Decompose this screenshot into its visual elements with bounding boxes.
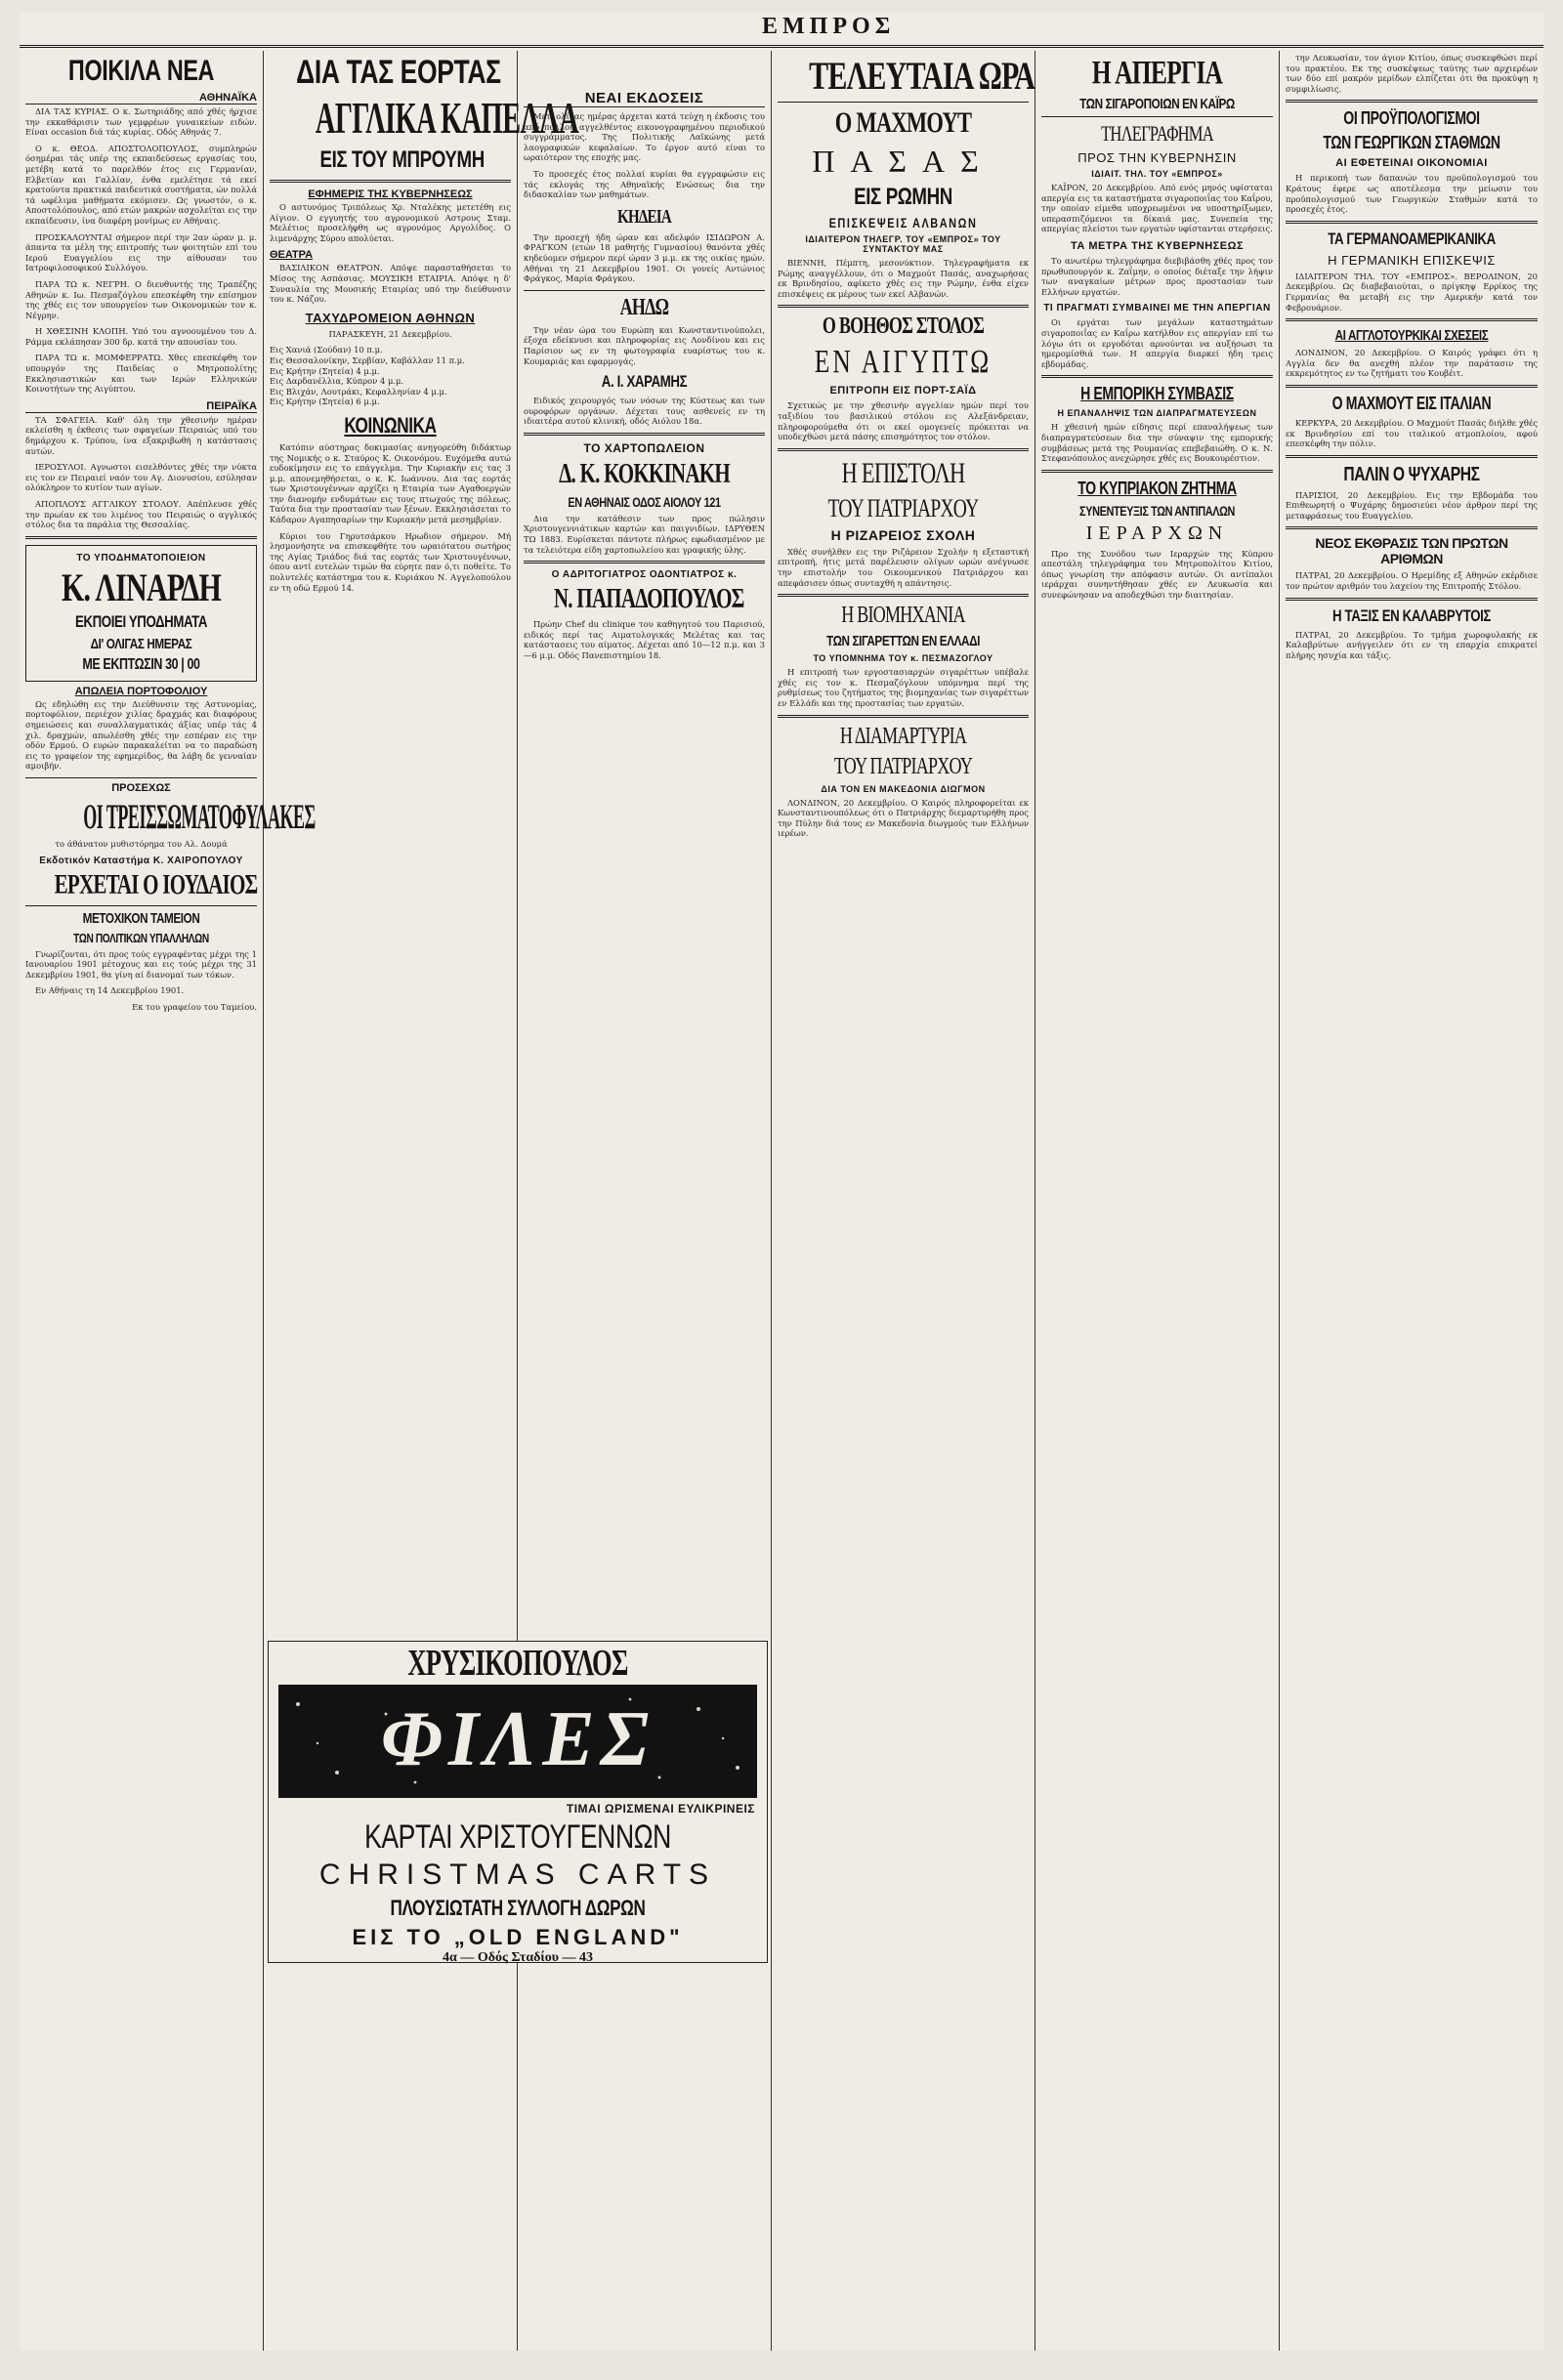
headline: ΤΕΛΕΥΤΑΙΑ ΩΡΑ — [809, 54, 1035, 98]
funeral-heading: ΚΗΔΕΙΑ — [617, 205, 671, 228]
fund-title: ΜΕΤΟΧΙΚΟΝ ΤΑΜΕΙΟΝ — [82, 909, 200, 927]
ad-line: ΜΕ ΕΚΠΤΩΣΙΝ 30 | 00 — [82, 655, 200, 673]
article-text: Η χθεσινή ημών είδησις περί επαναλήψεως των διαπραγματεύσεων δια την σύναψιν της εμπορικής συμβάσεως μετά της Ρουμανίας επεβεβαιώθη. Ο κ. Ν. Στεφανόπουλος ανεχώρησε χθές εις Βουκουρέστιον. — [1041, 422, 1273, 464]
post-line: Εις Δαρδανέλλια, Κύπρον 4 μ.μ. — [270, 376, 404, 387]
post-line: Εις Βλιχάν, Λουτράκι, Κεφαλληνίαν 4 μ.μ. — [270, 386, 447, 397]
social-text: Κατόπιν αύστηρας δοκιμασίας ανηγορεύθη διδάκτωρ της Νομικής ο κ. Σταύρος Κ. Οικονόμου. Ευχόμεθα αυτώ ευδοκίμησιν εις το επάγγελμα. Την Κυριακήν εις τας 3 μ.μ. απονεμηθήσεται, ο κ. Κ. Ιωάννου. Δια τας εορτάς των Χριστουγέννων αρχίζει η Εταιρία των Αγαθοεργών την διανομήν ενδυμάτων εις τους πτωχούς της πόλεως. Ταύτα δια την προστασίαν των ξένων. Εκκλησιάσεται το Κάδαρον Αγαπησαρίων την Κυριακήν μετά μεσημβρίαν. — [270, 441, 511, 525]
ad-publisher: Εκδοτικόν Καταστήμα Κ. ΧΑΙΡΟΠΟΥΛΟΥ — [39, 855, 243, 866]
trade-head-2: Η ΕΠΑΝΑΛΗΨΙΣ ΤΩΝ ΔΙΑΠΡΑΓΜΑΤΕΥΣΕΩΝ — [1057, 408, 1257, 419]
shoe-ad — [25, 545, 257, 682]
wire-label: ΙΔΙΑΙΤ. ΤΗΛ. ΤΟΥ «ΕΜΠΡΟΣ» — [1091, 169, 1223, 179]
dentist-label: Ο ΑΔΡΙΤΟΓΙΑΤΡΟΣ ΟΔΟΝΤΙΑΤΡΟΣ κ. — [551, 569, 738, 581]
notice-text: Την νέαν ώρα του Ευρώπη και Κωνσταντινούπολει, έξοχα εδείκνυσι και πληροφορίας εις Λονδίνου και εις Παρίσιον ως εν τη φωτογραφία ευαρίστως του κ. Κουμαριάς και εφαρμογάς. — [524, 324, 765, 366]
strike-head-2: ΤΩΝ ΣΙΓΑΡΟΠΟΙΩΝ ΕΝ ΚΑΪΡΩ — [1079, 96, 1235, 112]
ad-sub: το άθάνατον μυθιστόρημα του Αλ. Δουμά — [55, 838, 228, 849]
fund-date: Εν Αθήναις τη 14 Δεκεμβρίου 1901. — [35, 985, 185, 996]
article-text: Το ανωτέρω τηλεγράφημα διεβιβάσθη χθές προς τον πρωθυπουργόν κ. Ζαΐμην, ο οποίος διέταξε την λήψιν των αναγκαίων μέτρων προς προστασίαν των Ελλήνων εργατών. — [1041, 255, 1273, 297]
article-text: ΛΟΝΔΙΝΟΝ, 20 Δεκεμβρίου. Ο Καιρός πληροφορείται εκ Κωνσταντινουπόλεως ότι ο Πατριάρχης διεμαρτυρήθη προς την Πύλην διά τους εν Μακεδονία διωγμούς των Ελλήνων ιερέων. — [778, 797, 1029, 839]
protest-head-3: ΔΙΑ ΤΟΝ ΕΝ ΜΑΚΕΔΟΝΙΑ ΔΙΩΓΜΟΝ — [821, 783, 986, 794]
prosexos-label: ΠΡΟΣΕΧΩΣ — [111, 781, 171, 794]
store-text: Δια την κατάθεσιν των προς πώλησιν Χριστουγεννιάτικων καρτών και παιγνιδίων. ΙΔΡΥΘΕΝ ΤΩ 1883. Ευρίσκεται πάντοτε πλήρως εφωδιασμένον με τα τελειότερα είδη χαρτοπωλείου και γραφικής ύλης. — [524, 513, 765, 555]
ad-cards: ΚΑΡΤΑΙ ΧΡΙΣΤΟΥΓΕΝΝΩΝ — [364, 1818, 671, 1856]
masthead — [20, 12, 1543, 48]
ad-name: Κ. ΛΙΝΑΡΔΗ — [61, 564, 222, 609]
hats-head-2: ΑΓΓΛΙΚΑ ΚΑΠΕΛΛΑ — [315, 93, 579, 143]
gazette-text: Ο αστυνόμος Τριπόλεως Χρ. Νταλέκης μετετέθη εις Αίγιον. Ο εγγυητής του αγρονομικού Αστρους Σταμ. Μελέτιος προσελήφθη ως αγρονόμος Αργολίδος. Ο λιμενάρχης Σύρου απολύεται. — [270, 202, 511, 243]
article-text: Η περικοπή των δαπανών του προϋπολογισμού του Κράτους έφερε ως αποτέλεσμα την μείωσιν του προϋπολογισμού των Γεωργικών Σταθμών κατά το προσεχές έτος. — [1286, 173, 1538, 215]
masthead-title: ΕΜΠΡΟΣ — [762, 14, 896, 39]
news-item: ΠΑΡΑ ΤΩ κ. ΜΟΜΦΕΡΡΑΤΩ. Χθες επεσκέφθη τον υπουργόν της Παιδείας ο Μητροπολίτης Εκκλησιαστικών και των Ιερών Ελληνικών Κοινοτήτων της Αιγύπτου. — [25, 353, 257, 395]
post-line: Εις Θεσσαλονίκην, Σερβίαν, Καβάλλαν 11 π.μ. — [270, 355, 465, 365]
column-2 — [264, 51, 579, 2351]
protest-head-2: ΤΟΥ ΠΑΤΡΙΑΡΧΟΥ — [833, 753, 973, 779]
fleet-head-2: ΕΝ ΑΙΓΥΠΤΩ — [814, 344, 993, 381]
article-text: ΠΑΤΡΑΙ, 20 Δεκεμβρίου. Ο Ηρεμίδης εξ Αθηνών εκέρδισε τον πρώτον αριθμόν του λαχείου της Επιτροπής Στόλου. — [1286, 570, 1538, 592]
lottery-head: ΝΕΟΣ ΕΚΘΡΑΣΙΣ ΤΩΝ ΠΡΩΤΩΝ ΑΡΙΘΜΩΝ — [1315, 535, 1508, 567]
post-date: ΠΑΡΑΣΚΕΥΗ, 21 Δεκεμβρίου. — [328, 328, 452, 339]
budget-head-2: ΤΩΝ ΓΕΩΡΓΙΚΩΝ ΣΤΑΘΜΩΝ — [1323, 133, 1500, 153]
news-item: ΠΑΡΑ ΤΩ κ. ΝΕΓΡΗ. Ο διευθυντής της Τραπέζης Αθηνών κ. Ιω. Πεσμαζόγλου επεσκέφθη την επίσημον της χθές εις τον υπουργείον των Οικονομικών τον κ. Νέγρην. — [25, 278, 257, 320]
mahmut-head: Ο ΜΑΧΜΟΥΤ — [834, 106, 972, 139]
cyprus-head-3: ΙΕΡΑΡΧΩΝ — [1085, 522, 1229, 544]
industry-head-2: ΤΩΝ ΣΙΓΑΡΕΤΤΩΝ ΕΝ ΕΛΛΑΔΙ — [826, 633, 980, 650]
article-text: ΛΟΝΔΙΝΟΝ, 20 Δεκεμβρίου. Ο Καιρός γράφει ότι η Αγγλία δεν θα ανεχθή πλέον την παράτασιν της εκκρεμότητος εν τω ζητήματι του Κουβέιτ. — [1286, 348, 1538, 379]
ad-big-title: ΟΙ ΤΡΕΙΣΣΩΜΑΤΟΦΥΛΑΚΕΣ — [83, 796, 316, 836]
lost-text: Ως εδηλώθη εις την Διεύθυνσιν της Αστυνομίας, πορτοφόλιον, περιέχον χιλίας δραχμάς και διαφόρους σημειώσεις και συναλλαγματικάς άξίας υπέρ τάς 4 χιλ. δραχμών, απωλέσθη χθές την εσπέραν εις την οδόν Ερμού. Ο ευρών παρακαλείται να το παραδώση εις το γραφείον της εφημερίδος, θα λάβη δε γενναίαν αμοιβήν. — [25, 698, 257, 772]
ad-address: 4α — Οδός Σταδίου — 43 — [443, 1950, 593, 1965]
protest-head-1: Η ΔΙΑΜΑΡΤΥΡΙΑ — [839, 723, 967, 749]
column-5 — [1035, 51, 1280, 2351]
fund-text: Γνωρίζονται, ότι προς τούς εγγραφέντας μέχρι της 1 Ιανουαρίου 1901 μέτοχους και εις τούς μέχρι της 31 Δεκεμβρίου 1901, θα γίνη αί διανομαί των τόκων. — [25, 948, 257, 980]
strike-head-3: ΤΗΛΕΓΡΑΦΗΜΑ — [1101, 121, 1213, 146]
post-line: Εις Κρήτην (Σητεία) 6 μ.μ. — [270, 397, 380, 407]
newpubs-heading: ΝΕΑΙ ΕΚΔΟΣΕΙΣ — [524, 90, 765, 107]
anglo-head: ΑΙ ΑΓΓΛΟΤΟΥΡΚΙΚΑΙ ΣΧΕΣΕΙΣ — [1334, 327, 1489, 345]
column-4 — [772, 51, 1035, 2351]
article-text: Προ της Συνόδου των Ιεραρχών της Κύπρου απεστάλη τηλεγράφημα του Μητροπολίτου Κιτίου, όπως γνωρίση την απόφασιν αυτών. Οι αντίπαλοι ιεράρχαι συνηντήθησαν χθές εν Λευκωσία και συνεφώνησαν να αποδεχθώσι την διαιτησίαν. — [1041, 548, 1273, 601]
hats-head-3: ΕΙΣ ΤΟΥ ΜΠΡΟΥΜΗ — [319, 146, 485, 173]
christmas-ad — [268, 1641, 768, 1963]
ladies-text: Το προσεχές έτος πολλαί κυρίαι θα εγγραφώσιν εις τάς εκλογάς της Αθηναϊκής Ενώσεως δια την διδασκαλίαν των μαθημάτων. — [524, 168, 765, 200]
post-heading: ΤΑΧΥΔΡΟΜΕΙΟΝ ΑΘΗΝΩΝ — [305, 310, 476, 325]
funeral-text: Την προσεχή ήδη ώραν και αδελφόν ΙΣΙΔΩΡΟΝ Α. ΦΡΑΓΚΟΝ (ετών 18 μαθητής Γυμνασίου) θανόντα χθές κηδεύομεν σήμερον περί ώραν 3 μ.μ. εκ της οικίας ημών. Αθήναι τη 21 Δεκεμβρίου 1901. Οι γονείς Αντώνιος Φράγκος, Μαρία Φράγκου. — [524, 231, 765, 284]
ad-title: ΕΡΧΕΤΑΙ Ο ΙΟΥΔΑΙΟΣ — [54, 869, 258, 900]
hats-head-1: ΔΙΑ ΤΑΣ ΕΟΡΤΑΣ — [296, 54, 501, 91]
trade-head-1: Η ΕΜΠΟΡΙΚΗ ΣΥΜΒΑΣΙΣ — [1080, 384, 1234, 404]
city-label: ΑΘΗΝΑΪΚΑ — [25, 92, 257, 104]
budget-head-1: ΟΙ ΠΡΟΫΠΟΛΟΓΙΣΜΟΙ — [1343, 108, 1480, 129]
fleet-head-1: Ο ΒΟΗΘΟΣ ΣΤΟΛΟΣ — [822, 313, 985, 340]
dentist-text: Πρώην Chef du clinique του καθηγητού του Παρισιού, ειδικός περί τας Αιματολογικάς Μελέτας και τας κατάστασεις του αίματος. Δέχεται από 10—12 π.μ. και 3—6 μ.μ. Οδός Πανεπιστημίου 18. — [524, 619, 765, 661]
patriarch-head-1: Η ΕΠΙΣΤΟΛΗ — [841, 456, 965, 489]
ad-shop: ΧΡΥΣΙΚΟΠΟΥΛΟΣ — [407, 1643, 628, 1684]
pasas-head: ΠΑΣΑΣ — [812, 144, 994, 179]
piraeus-label: ΠΕΙΡΑΪΚΑ — [25, 400, 257, 413]
news-item: ΙΕΡΟΣΥΛΟΙ. Αγνωστοι εισελθόντες χθές την νύκτα εις τον εν Πειραιεί ναόν του Αγ. Διονυσίου, εσύλησαν ολόκληρον το κυτίον των αγίων. — [25, 462, 257, 493]
article-text: Η επιτροπή των εργοστασιαρχών σιγαρέττων υπέβαλε χθές εις τον κ. Πεσμαζόγλουν υπόμνημα περί της ρυθμίσεως του ζητήματος της βιομηχανίας των σιγαρέττων εν Ελλάδι και της προστασίας των εργατών. — [778, 667, 1029, 708]
article-text: ΠΑΤΡΑΙ, 20 Δεκεμβρίου. Το τμήμα χωροφυλακής εκ Καλαβρύτων ανήγγειλεν ότι εν τη επαρχία επικρατεί πλήρης ησυχία και τάξις. — [1286, 629, 1538, 660]
ad-prices: ΤΙΜΑΙ ΩΡΙΣΜΕΝΑΙ ΕΥΛΙΚΡΙΝΕΙΣ — [566, 1802, 755, 1816]
patriarch-head-2: ΤΟΥ ΠΑΤΡΙΑΡΧΟΥ — [827, 493, 979, 522]
german-head-1: ΤΑ ΓΕΡΜΑΝΟΑΜΕΡΙΚΑΝΙΚΑ — [1328, 229, 1496, 248]
social-heading: ΚΟΙΝΩΝΙΚΑ — [344, 412, 437, 438]
ad-banner — [278, 1685, 757, 1798]
store-address: ΕΝ ΑΘΗΝΑΙΣ ΟΔΟΣ ΑΙΟΛΟΥ 121 — [568, 493, 721, 510]
dentist-name: Ν. ΠΑΠΑΔΟΠΟΥΛΟΣ — [553, 584, 744, 615]
industry-head-3: ΤΟ ΥΠΟΜΝΗΜΑ ΤΟΥ κ. ΠΕΣΜΑΖΟΓΛΟΥ — [813, 653, 993, 664]
article-text: ΚΕΡΚΥΡΑ, 20 Δεκεμβρίου. Ο Μαχμούτ Πασάς διήλθε χθές εκ Βρινδησίου επί του ιταλικού ατμοπλοίου, αφού επεσκέφθη την πόλιν. — [1286, 417, 1538, 449]
article-text: ΚΑΪΡΟΝ, 20 Δεκεμβρίου. Από ενός μηνός υφίσταται απεργία εις τα καταστήματα σιγαροποιΐας του Καΐρου, την οποίαν είμεθα υποχρεωμένοι να υποστηρίξωμεν, υπερασπιζόμενοι τα δίκαιά μας. Συνεπεία της απεργίας πλείστοι των εργατών υφίστανται στερήσεις. — [1041, 183, 1273, 234]
patriarch-head-3: Η ΡΙΖΑΡΕΙΟΣ ΣΧΟΛΗ — [830, 526, 976, 543]
newspaper-page — [20, 12, 1543, 2351]
fund-sign: Εκ του γραφείου του Ταμείου. — [132, 1001, 257, 1012]
doctor-text: Ειδικός χειρουργός των νόσων της Κύστεως και των ουροφόρων οργάνων. Δέχεται τους ασθενείς εν τη ιδιαιτέρα αυτού κλινική, οδός Αιόλου 18α. — [524, 396, 765, 427]
post-line: Εις Κρήτην (Σητεία) 4 μ.μ. — [270, 365, 380, 376]
ad-english: CHRISTMAS CARTS — [318, 1858, 717, 1891]
kalavryta-head: Η ΤΑΞΙΣ ΕΝ ΚΑΛΑΒΡΥΤΟΙΣ — [1332, 605, 1491, 625]
wire-label: ΙΔΙΑΙΤΕΡΟΝ ΤΗΛΕΓΡ. ΤΟΥ «ΕΜΠΡΟΣ» ΤΟΥ ΣΥΝΤΑΚΤΟΥ ΜΑΣ — [805, 234, 1001, 254]
german-head-2: Η ΓΕΡΜΑΝΙΚΗ ΕΠΙΣΚΕΨΙΣ — [1328, 252, 1496, 268]
article-text: Σχετικώς με την χθεσινήν αγγελίαν ημών περί του ταξιδίου του βασιλικού στόλου εις Αλεξάνδρειαν, πληροφορούμεθα ότι οι εκεί ομογενείς πρόκειται να υποδεχθώσι μετά πάσης επισημότητος τον στόλον. — [778, 400, 1029, 442]
article-text: ΙΔΙΑΙΤΕΡΟΝ ΤΗΛ. ΤΟΥ «ΕΜΠΡΟΣ». ΒΕΡΟΛΙΝΟΝ, 20 Δεκεμβρίου. Ως διαβεβαιούται, ο πρίγκηψ Ερρίκος της Γερμανίας θα μεταβή εις την Αμερικήν κατά τον Φεβρουάριον. — [1286, 271, 1538, 313]
news-item: ΑΠΟΠΛΟΥΣ ΑΓΓΛΙΚΟΥ ΣΤΟΛΟΥ. Απέπλευσε χθές την πρωίαν εκ του λιμένος του Πειραιώς ο αγγλικός στόλος δια τα παράλια της Θεσσαλίας. — [25, 499, 257, 530]
ad-store: ΕΙΣ ΤΟ „OLD ENGLAND" — [352, 1925, 684, 1949]
gazette-heading: ΕΦΗΜΕΡΙΣ ΤΗΣ ΚΥΒΕΡΝΗΣΕΩΣ — [308, 188, 473, 200]
column-6 — [1280, 51, 1543, 2351]
budget-head-3: ΑΙ ΕΦΕΤΕΙΝΑΙ ΟΙΚΟΝΟΜΙΑΙ — [1335, 157, 1488, 170]
news-item: ΔΙΑ ΤΑΣ ΚΥΡΙΑΣ. Ο κ. Σωτηριάδης από χθές ήρχισε την εκκαθάρισιν των γεμφρέων γυναικείων ειδών. Είναι occasion διά τάς κυρίας. Οδός Αθηνάς 7. — [25, 106, 257, 138]
news-item: ΠΡΟΣΚΑΛΟΥΝΤΑΙ σήμερον περί την 2αν ώραν μ. μ. άπαντα τα μέλη της επιτροπής των φοιτητών επί του Ιερού Ευαγγελίου εις την αίθουσαν του Ιατροφιλοσοφικού Συλλόγου. — [25, 231, 257, 273]
store-label: ΤΟ ΧΑΡΤΟΠΩΛΕΙΟΝ — [583, 440, 705, 455]
news-item: Η ΧΘΕΣΙΝΗ ΚΛΟΠΗ. Υπό του αγνοουμένου του Δ. Ράμμα εκλάπησαν 300 δρ. κατά την απουσίαν του. — [25, 326, 257, 347]
rome-head: ΕΙΣ ΡΩΜΗΝ — [854, 184, 952, 210]
measures-head: ΤΑ ΜΕΤΡΑ ΤΗΣ ΚΥΒΕΡΝΗΣΕΩΣ — [1070, 239, 1245, 252]
what-head: ΤΙ ΠΡΑΓΜΑΤΙ ΣΥΜΒΑΙΝΕΙ ΜΕ ΤΗΝ ΑΠΕΡΓΙΑΝ — [1043, 303, 1271, 314]
social-more: Κύριοι του Γηρυτσάρκου Ηρωδιον σήμερον. Μή λησμονήσητε να επισκεφθήτε του ωραιότατου σωτήρος της Αγίας Τριάδος διά τας εορτάς των Χριστουγέννων, όπου αντί ευτελών τιμών θα εύρητε παν ό,τι ποθείτε. Το πολυτελές κατάστημα του κ. Κυριάκου Ν. Αγγελοπούλου εν τη οδώ Ερμού 14. — [270, 530, 511, 593]
article-text: ΠΑΡΙΣΙΟΙ, 20 Δεκεμβρίου. Εις την Εβδομάδα του Επιθεωρητή ο Ψυχάρης δημοσιεύει νέον άρθρον περί της μεταφράσεως του Ευαγγελίου. — [1286, 489, 1538, 521]
columns — [20, 51, 1543, 2351]
post-line: Εις Χανιά (Σούδαν) 10 π.μ. — [270, 345, 383, 355]
lost-heading: ΑΠΩΛΕΙΑ ΠΟΡΤΟΦΟΛΙΟΥ — [74, 685, 208, 697]
psycharis-head: ΠΑΛΙΝ Ο ΨΥΧΑΡΗΣ — [1343, 463, 1480, 485]
strike-head-1: Η ΑΠΕΡΓΙΑ — [1091, 55, 1223, 91]
news-item: ΤΑ ΣΦΑΓΕΙΑ. Καθ' όλη την χθεσινήν ημέραν εκλείσθη η έκθεσις των σφαγείων Πειραιώς υπό του δημάρχου κ. Τρύπου, ίνα εξακριβωθή η κατάστασις αυτών. — [25, 414, 257, 456]
doctor-name: Α. Ι. ΧΑΡΑΜΗΣ — [601, 372, 688, 392]
article-text: Οι εργάται των μεγάλων καταστημάτων σιγαροποιΐας εν Καΐρω κατήλθον εις απεργίαν επί τω λόγω ότι οι εργοδόται αρνούνται να αυξήσωσι τα ημερομίσθιά των. Η απεργία διαρκεί ήδη τρεις εβδομάδας. — [1041, 317, 1273, 369]
ad-label: ΤΟ ΥΠΟΔΗΜΑΤΟΠΟΙΕΙΟΝ — [76, 552, 206, 564]
industry-head-1: Η ΒΙΟΜΗΧΑΝΙΑ — [841, 603, 965, 629]
fleet-head-3: ΕΠΙΤΡΟΠΗ ΕΙΣ ΠΟΡΤ-ΣΑΪΔ — [829, 385, 977, 397]
cyprus-head-2: ΣΥΝΕΝΤΕΥΞΙΣ ΤΩΝ ΑΝΤΙΠΑΛΩΝ — [1079, 502, 1235, 519]
mahmut-italy-head: Ο ΜΑΧΜΟΥΤ ΕΙΣ ΙΤΑΛΙΑΝ — [1331, 393, 1492, 413]
cyprus-head-1: ΤΟ ΚΥΠΡΙΑΚΟΝ ΖΗΤΗΜΑ — [1077, 478, 1237, 498]
ad-line: ΔΙ' ΟΛΙΓΑΣ ΗΜΕΡΑΣ — [90, 635, 192, 652]
theatre-heading: ΘΕΑΤΡΑ — [270, 249, 314, 262]
strike-head-4: ΠΡΟΣ ΤΗΝ ΚΥΒΕΡΝΗΣΙΝ — [1077, 150, 1237, 165]
article-text: ΒΙΕΝΝΗ, Πέμπτη, μεσονύκτιον. Τηλεγραφήματα εκ Ρώμης αναγγέλλουν, ότι ο Μαχμούτ Πασάς, αναχωρήσας εκ Βρινδησίου, αφίκετο χθές εις την Ρώμην, ένθα είχεν επισκέψεις εκ μέρους των εκεί Αλβανών. — [778, 258, 1029, 299]
theatre-text: ΒΑΣΙΛΙΚΟΝ ΘΕΑΤΡΟΝ. Απόψε παρασταθήσεται το Μίσος της Ασπάσιας. ΜΟΥΣΙΚΗ ΕΤΑΙΡΙΑ. Απόψε η δ' Συναυλία της Μουσικής Εταιρίας υπό την διεύθυνσιν του κ. Νάζου. — [270, 263, 511, 305]
section-title-poikila: ΠΟΙΚΙΛΑ ΝΕΑ — [67, 55, 215, 87]
store-name: Δ. Κ. ΚΟΚΚΙΝΑΚΗ — [559, 458, 730, 489]
news-item: Ο κ. ΘΕΟΔ. ΑΠΟΣΤΟΛΟΠΟΥΛΟΣ, συμπληρών όσημέραι τάς υπέρ της εκπαιδεύσεως εργασίας του, μετέβη κατά το παρελθόν έτος εις Γερμανίαν, Ελβετίαν και Γαλλίαν, ένθα εμελέτησε τά εκεί κρατούντα πρακτικά παιδευτικά συστήματα, ών πολλά τά ωφέλιμα μαθήματα εκόμισεν. Ως γνωστόν, ο κ. Αποστολόπουλος, από ετών μακρών ασχολείται εις την εκπαίδευσιν, ίνα διαφέρη μονίμως εν Αθήναις. — [25, 143, 257, 226]
fund-title2: ΤΩΝ ΠΟΛΙΤΙΚΩΝ ΥΠΑΛΛΗΛΩΝ — [73, 930, 209, 945]
article-text: την Λευκωσίαν, τον άγιον Κιτίου, όπως συσκεφθώσι περί του πρακτέου. Εκ της συσκέψεως ταύτης των αρχιερέων των δύο επί μακρόν μερίδων ελπίζεται ότι θα προκύψη η συμφιλίωσις. — [1286, 53, 1538, 94]
banner-text: ΦΙΛΕΣ — [380, 1696, 655, 1782]
albanians-head: ΕΠΙΣΚΕΨΕΙΣ ΑΛΒΑΝΩΝ — [828, 215, 978, 230]
ad-collection: ΠΛΟΥΣΙΩΤΑΤΗ ΣΥΛΛΟΓΗ ΔΩΡΩΝ — [390, 1896, 646, 1920]
article-text: Χθές συνήλθεν εις την Ριζάρειον Σχολήν η εξεταστική επιτροπή, ήτις μετά παρέλευσιν ολίγων ωρών ανέγνωσε την επιστολήν του Οικουμενικού Πατριάρχου και απεφάσισεν όπως συνταχθή η απάντησις. — [778, 546, 1029, 588]
ad-line: ΕΚΠΟΙΕΙ ΥΠΟΔΗΜΑΤΑ — [74, 611, 208, 631]
notice-heading: ΑΗΔΩ — [619, 294, 669, 320]
column-3 — [518, 51, 772, 2351]
newpubs-text: Μετ' ολίγας ημέρας άρχεται κατά τεύχη η έκδοσις του από πολλού αγγελθέντος εικονογραφημένου περιοδικού συγγράμματος. Της Πολιτικής Λαϊκώνης μετά λαογραφικών κεφαλαίων. Το έργον αυτό είναι το ωραιότερον της εποχής μας. — [524, 111, 765, 163]
